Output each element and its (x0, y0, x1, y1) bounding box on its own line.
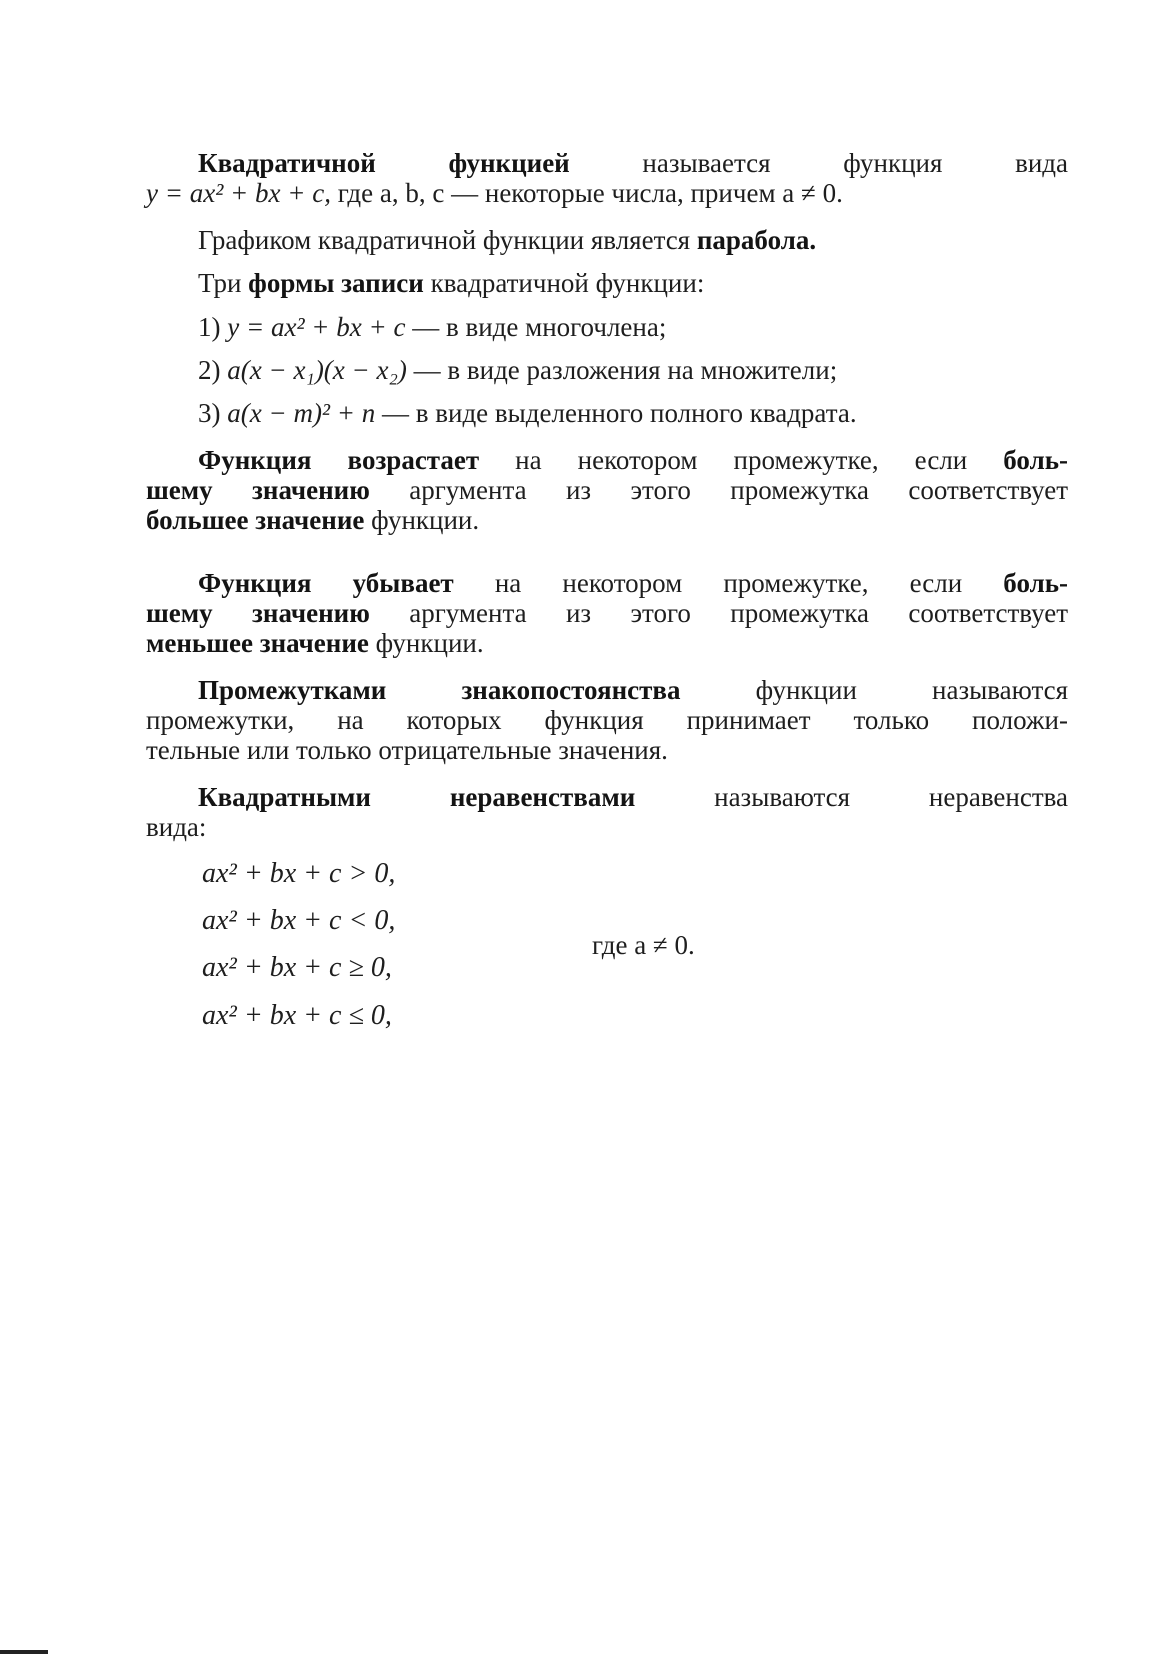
graph-term: парабола. (696, 225, 817, 255)
inequalities-text-1: называются неравенства (714, 782, 1069, 812)
decreasing-line-1 (198, 568, 1068, 598)
decreasing-bold-3: меньшее значение (146, 628, 369, 658)
decreasing-text-2: аргумента из этого промежутка соответствует (409, 598, 1068, 628)
sign-text-3: тельные или только отрицательные значения. (146, 735, 668, 765)
inequality-lt: ax² + bx + c < 0, (202, 905, 396, 936)
inequality-ge: ax² + bx + c ≥ 0, (202, 952, 392, 983)
inequalities-text-2: вида: (146, 812, 207, 842)
decreasing-line-2 (146, 598, 1068, 628)
forms-intro-post: квадратичной функции: (430, 268, 705, 298)
form-number: 2) (198, 355, 221, 385)
form-description: — в виде выделенного полного квадрата. (382, 398, 857, 428)
sign-text-1: функции называются (755, 675, 1069, 705)
form-item-2 (198, 355, 1068, 385)
increasing-bold-3: большее значение (146, 505, 365, 535)
forms-intro-pre: Три (198, 268, 242, 298)
increasing-bold-1: боль- (1003, 445, 1068, 475)
definition-formula: y = ax² + bx + c, (146, 178, 331, 208)
decreasing-text-3: функции. (375, 628, 484, 658)
increasing-text-1: на некотором промежутке, если (515, 445, 968, 475)
increasing-text-3: функции. (371, 505, 480, 535)
inequality-gt: ax² + bx + c > 0, (202, 858, 396, 889)
graph-statement (198, 225, 1068, 255)
sign-line-3 (146, 735, 1068, 765)
increasing-line-1 (198, 445, 1068, 475)
form-formula: a(x − m)² + n (227, 398, 376, 428)
increasing-text-2: аргумента из этого промежутка соответствует (409, 475, 1068, 505)
definition-line-1 (198, 148, 1068, 178)
form-item-3 (198, 398, 1068, 428)
increasing-bold-2: шему значению (146, 475, 370, 505)
definition-term: Квадратичной функцией (198, 148, 570, 178)
form-formula: a(x − x₁)(x − x₂) (227, 355, 407, 385)
form-item-1 (198, 312, 1068, 342)
decreasing-line-3 (146, 628, 1068, 658)
graph-text: Графиком квадратичной функции является (198, 225, 691, 255)
inequalities-line-1 (198, 782, 1068, 812)
form-formula: y = ax² + bx + c (227, 312, 406, 342)
form-description: — в виде разложения на множители; (413, 355, 838, 385)
decreasing-term: Функция убывает (198, 568, 454, 598)
sign-line-1 (198, 675, 1068, 705)
increasing-line-2 (146, 475, 1068, 505)
forms-intro (198, 268, 1068, 298)
inequalities-condition: где a ≠ 0. (592, 930, 695, 960)
page-edge-mark (0, 1650, 48, 1654)
form-description: — в виде многочлена; (412, 312, 667, 342)
form-number: 3) (198, 398, 221, 428)
form-number: 1) (198, 312, 221, 342)
inequalities-line-2 (146, 812, 1068, 842)
decreasing-bold-2: шему значению (146, 598, 370, 628)
increasing-line-3 (146, 505, 1068, 535)
forms-intro-term: формы записи (248, 268, 424, 298)
definition-line-2 (146, 178, 1068, 208)
decreasing-bold-1: боль- (1003, 568, 1069, 598)
definition-condition: где a, b, c — некоторые числа, причем a ≠ 0. (337, 178, 843, 208)
sign-text-2: промежутки, на которых функция принимает только положи- (146, 705, 1068, 735)
inequalities-term: Квадратными неравенствами (198, 782, 636, 812)
sign-line-2 (146, 705, 1068, 735)
sign-term: Промежутками знакопостоянства (198, 675, 681, 705)
definition-text: называется функция вида (642, 148, 1068, 178)
increasing-term: Функция возрастает (198, 445, 480, 475)
inequality-le: ax² + bx + c ≤ 0, (202, 1000, 392, 1031)
decreasing-text-1: на некотором промежутке, если (494, 568, 963, 598)
